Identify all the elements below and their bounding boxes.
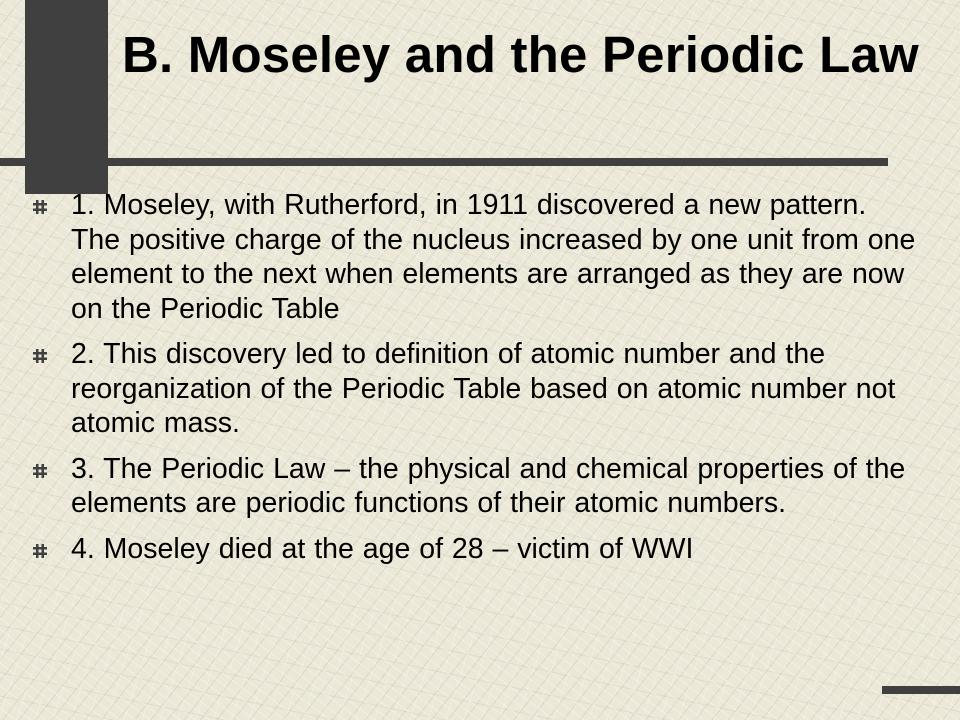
bullet-item-2 — [0, 337, 921, 441]
bullet-item-4 — [0, 532, 921, 567]
slide-title: B. Moseley and the Periodic Law — [122, 26, 919, 83]
bullet-text: 2. This discovery led to definition of atomic number and the reorganization of the Periodic Table based on atomic number not atomic mass. — [71, 338, 896, 439]
title-divider-line — [0, 158, 888, 166]
hash-bullet-icon — [33, 200, 47, 214]
bullet-list — [0, 188, 960, 577]
bottom-accent-line — [882, 686, 960, 694]
bullet-item-1 — [0, 188, 921, 326]
bullet-text: 4. Moseley died at the age of 28 – victim of WWI — [71, 532, 694, 565]
bullet-text: 3. The Periodic Law – the physical and chemical properties of the elements are periodic functions of their atomic numbers. — [71, 452, 906, 519]
hash-bullet-icon — [33, 544, 47, 558]
bullet-item-3 — [0, 452, 921, 521]
hash-bullet-icon — [33, 464, 47, 478]
hash-bullet-icon — [33, 349, 47, 363]
bullet-text: 1. Moseley, with Rutherford, in 1911 discovered a new pattern. The positive charge of the nucleus increased by one unit from one element to the next when elements are arranged as they are now on the Periodic Table — [71, 189, 916, 325]
